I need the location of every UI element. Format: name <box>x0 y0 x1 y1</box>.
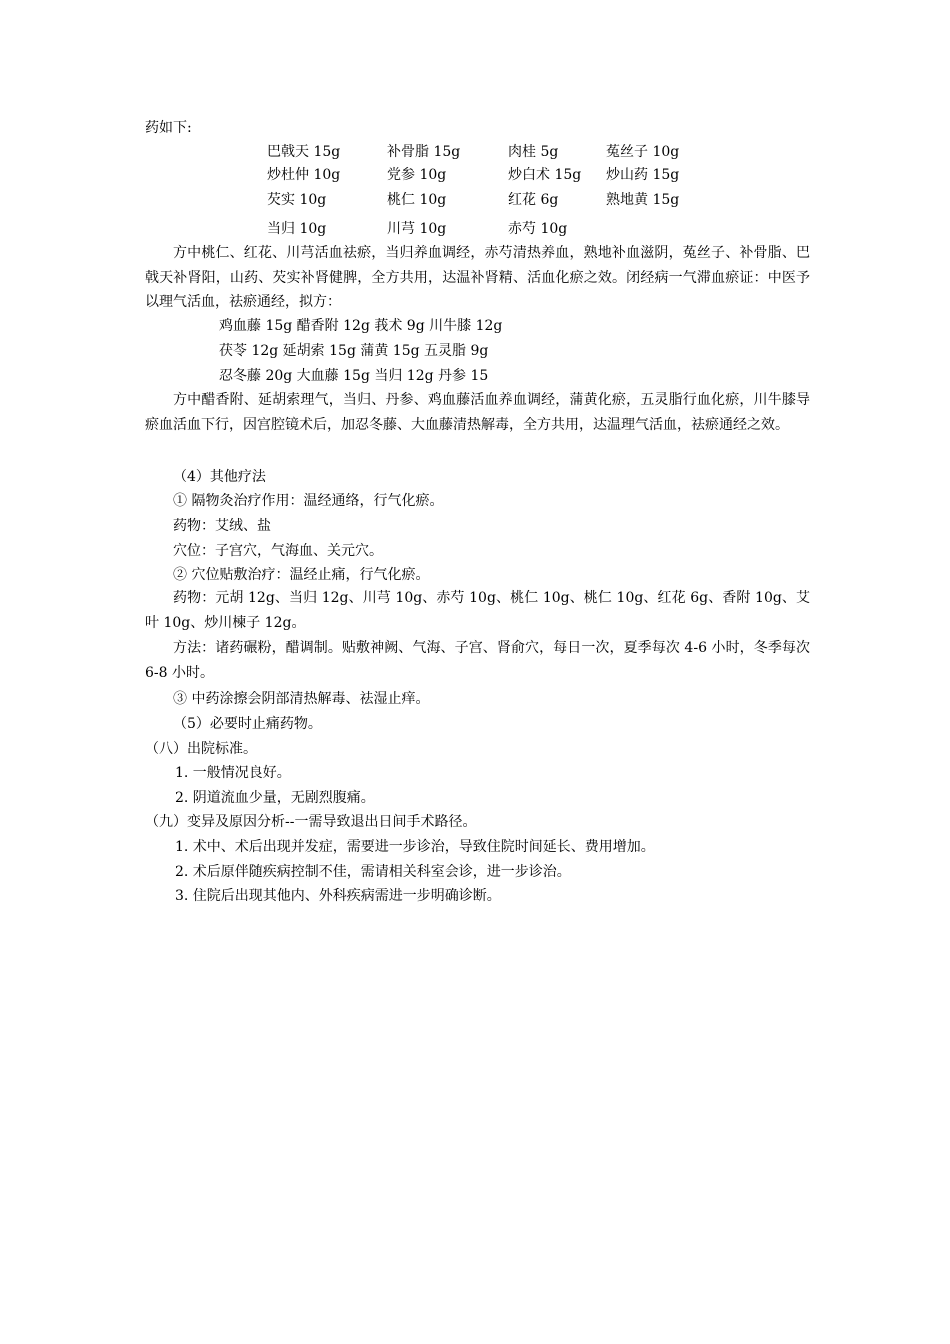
formula-2-row: 茯苓 12g 延胡索 15g 蒲黄 15g 五灵脂 9g <box>219 343 489 359</box>
formula-2-explanation <box>145 388 810 437</box>
formula-2-row: 忍冬藤 20g 大血藤 15g 当归 12g 丹参 15 <box>219 368 489 384</box>
acupoint-patch-method <box>145 636 810 685</box>
herb-item: 炒杜仲 10g <box>267 167 341 183</box>
paragraph: 方中桃仁、红花、川芎活血祛瘀，当归养血调经，赤芍清热养血，熟地补血滋阴，菟丝子、补骨脂、巴戟天补肾阳，山药、芡实补肾健脾，全方共用，达温补肾精、活血化瘀之效。闭经病一气滞血瘀证：中医予以理气活血，祛瘀通经，拟方： <box>145 245 810 311</box>
topical-application: ③ 中药涂擦会阴部清热解毒、祛湿止痒。 <box>173 691 430 707</box>
discharge-criterion: 2. 阴道流血少量，无剧烈腹痛。 <box>175 790 375 806</box>
herb-item: 芡实 10g <box>267 192 327 208</box>
prescription-intro: 药如下: <box>145 120 192 136</box>
herb-item: 肉桂 5g <box>508 144 559 160</box>
variation-item: 2. 术后原伴随疾病控制不佳，需请相关科室会诊，进一步诊治。 <box>175 864 571 880</box>
herb-item: 川芎 10g <box>387 221 447 237</box>
variation-item: 3. 住院后出现其他内、外科疾病需进一步明确诊断。 <box>175 888 501 904</box>
herb-item: 菟丝子 10g <box>606 144 680 160</box>
section-heading-discharge: （八）出院标准。 <box>145 741 257 757</box>
herb-item: 党参 10g <box>387 167 447 183</box>
moxibustion-title: ① 隔物灸治疗作用：温经通络，行气化瘀。 <box>173 493 444 509</box>
paragraph: 方中醋香附、延胡索理气，当归、丹参、鸡血藤活血养血调经，蒲黄化瘀，五灵脂行血化瘀，川牛膝导瘀血活血下行，因宫腔镜术后，加忍冬藤、大血藤清热解毒，全方共用，达温理气活血，祛瘀通经之效。 <box>145 392 810 433</box>
herb-item: 红花 6g <box>508 192 559 208</box>
formula-2-row: 鸡血藤 15g 醋香附 12g 莪术 9g 川牛膝 12g <box>219 318 503 334</box>
moxibustion-drugs: 药物：艾绒、盐 <box>173 518 271 534</box>
herb-item: 补骨脂 15g <box>387 144 461 160</box>
herb-item: 炒白术 15g <box>508 167 582 183</box>
acupoint-patch-title: ② 穴位贴敷治疗：温经止痛，行气化瘀。 <box>173 567 430 583</box>
section-heading-variation: （九）变异及原因分析--一需导致退出日间手术路径。 <box>145 814 477 830</box>
herb-item: 当归 10g <box>267 221 327 237</box>
herb-item: 巴戟天 15g <box>267 144 341 160</box>
section-heading-other-therapies: （4）其他疗法 <box>173 469 266 485</box>
paragraph: 方法：诸药碾粉，醋调制。贴敷神阙、气海、子宫、肾俞穴，每日一次，夏季每次 4-6 小时，冬季每次 6-8 小时。 <box>145 640 810 681</box>
herb-item: 桃仁 10g <box>387 192 447 208</box>
acupoint-patch-drugs <box>145 586 810 635</box>
discharge-criterion: 1. 一般情况良好。 <box>175 765 291 781</box>
analgesic-note: （5）必要时止痛药物。 <box>173 716 322 732</box>
paragraph: 药物：元胡 12g、当归 12g、川芎 10g、赤芍 10g、桃仁 10g、桃仁 10g、红花 6g、香附 10g、艾叶 10g、炒川楝子 12g。 <box>145 590 810 631</box>
herb-item: 熟地黄 15g <box>606 192 680 208</box>
moxibustion-points: 穴位：子宫穴，气海血、关元穴。 <box>173 543 383 559</box>
herb-item: 赤芍 10g <box>508 221 568 237</box>
formula-1-explanation <box>145 241 810 315</box>
variation-item: 1. 术中、术后出现并发症，需要进一步诊治，导致住院时间延长、费用增加。 <box>175 839 655 855</box>
herb-item: 炒山药 15g <box>606 167 680 183</box>
